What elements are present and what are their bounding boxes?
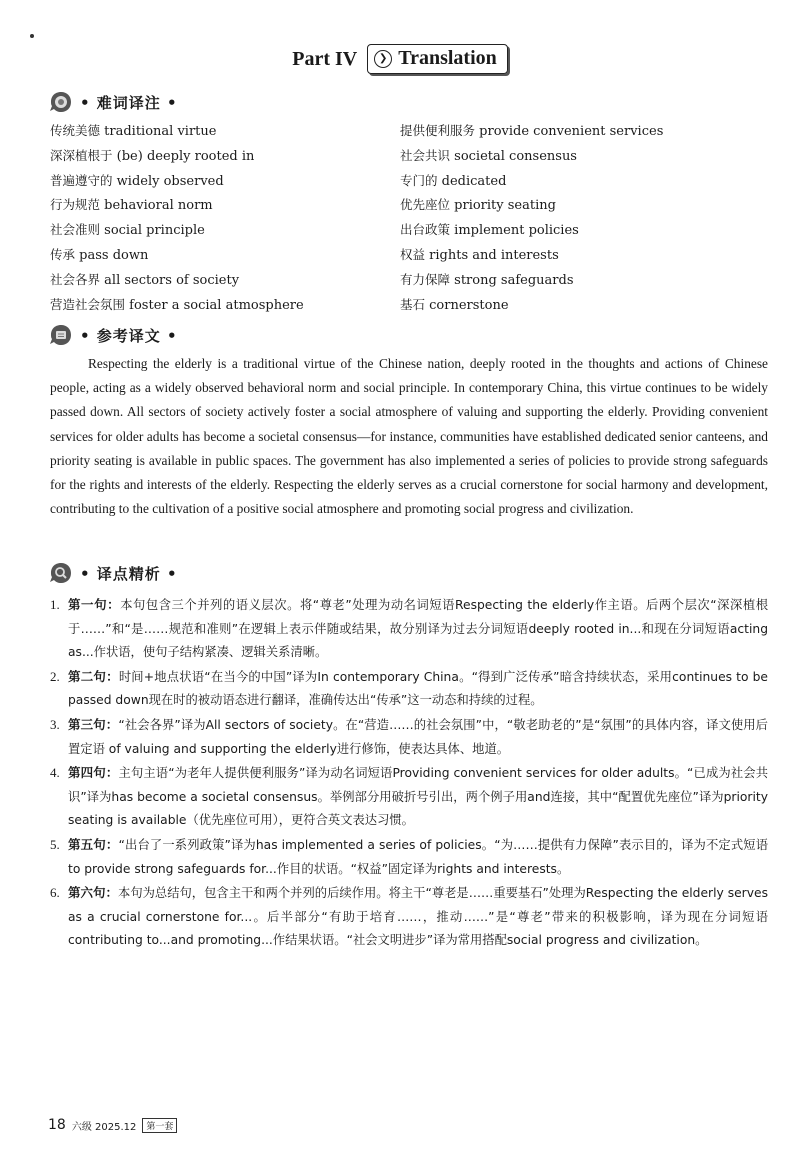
vocab-zh: 优先座位 — [400, 197, 451, 213]
note-body: 本句为总结句，包含主干和两个并列的后续作用。将主干“尊老是……重要基石”处理为Respecting the elderly serves as a crucial cornerstone for...。后半部分“有助于培育……，推动……”是“尊老”带来的积极影响，译为现在分词短语contributing to...and promoting...作结果状语。“社会文明进步”译为常用搭配social progress and civilization。 — [68, 886, 768, 948]
note-number: 4. — [50, 765, 60, 781]
part-header — [0, 44, 800, 74]
note-item — [50, 833, 768, 881]
vocab-item — [50, 218, 400, 243]
vocab-zh: 专门的 — [400, 172, 438, 188]
vocab-en: social principle — [104, 223, 205, 239]
vocab-en: cornerstone — [429, 297, 509, 313]
vocab-item — [50, 268, 400, 293]
vocab-item — [50, 293, 400, 318]
vocab-list — [50, 119, 750, 317]
vocab-en: strong safeguards — [454, 272, 574, 288]
part-label: Part IV — [292, 47, 358, 70]
vocab-en: rights and interests — [429, 247, 559, 263]
vocab-zh: 权益 — [400, 246, 426, 262]
note-item — [50, 713, 768, 761]
vocab-en: pass down — [79, 247, 149, 263]
page-number: 18 — [48, 1117, 66, 1133]
notes-heading-title: • 译点精析 • — [80, 564, 178, 583]
vocab-item — [50, 193, 400, 218]
circled-arrow-icon: ❯ — [374, 50, 392, 68]
note-item — [50, 593, 768, 665]
vocab-item — [400, 119, 750, 144]
note-item — [50, 881, 768, 953]
vocab-item — [400, 268, 750, 293]
note-lead: 第四句： — [68, 765, 119, 781]
vocab-en: widely observed — [116, 173, 224, 189]
notes-heading — [48, 561, 178, 585]
note-number: 1. — [50, 597, 60, 612]
vocab-item — [400, 169, 750, 194]
vocab-zh: 传承 — [50, 246, 76, 262]
vocab-item — [400, 193, 750, 218]
note-number: 3. — [50, 716, 60, 732]
vocab-item — [400, 218, 750, 243]
page-footer — [48, 1117, 177, 1133]
note-number: 6. — [50, 885, 60, 901]
issue-label: 六级 2025.12 — [71, 1121, 137, 1133]
vocab-en: (be) deeply rooted in — [116, 148, 255, 164]
note-body: “出台了一系列政策”译为has implemented a series of policies。“为……提供有力保障”表示目的，译为不定式短语to provide strong safeguards for...作目的状语。“权益”固定译为rights and interests。 — [68, 837, 768, 876]
note-lead: 第二句： — [68, 668, 119, 684]
vocab-en: implement policies — [454, 223, 579, 239]
note-lead: 第五句： — [68, 836, 119, 852]
vocab-item — [50, 243, 400, 268]
part-title-box — [367, 44, 508, 74]
note-number: 5. — [50, 836, 60, 852]
vocab-en: provide convenient services — [479, 124, 664, 139]
vocab-zh: 基石 — [400, 296, 426, 312]
vocab-heading — [48, 90, 178, 114]
vocab-zh: 营造社会氛围 — [50, 296, 126, 312]
note-lead: 第六句： — [68, 885, 119, 901]
note-body: “社会各界”译为All sectors of society。在“营造……的社会氛围”中，“敬老助老的”是“氛围”的具体内容，译文使用后置定语 of valuing and supporting the elderly进行修饰，使表达具体、地道。 — [68, 717, 768, 756]
vocab-badge-icon — [48, 90, 74, 114]
vocab-column-right — [400, 119, 750, 317]
reference-translation: Respecting the elderly is a traditional virtue of the Chinese nation, deeply rooted in the thoughts and actions of Chinese people, acting as a widely observed behavioral norm and social principle. In contemporary China, this virtue continues to be widely passed down. All sectors of society actively foster a social atmosphere of valuing and supporting the elderly. Providing convenient services for older adults has become a societal consensus—for instance, communities have established dedicated senior canteens, and priority seating is available in public spaces. The government has also implemented a series of policies to provide strong safeguards for the rights and interests of the elderly. Respecting the elderly serves as a crucial cornerstone for social harmony and development, contributing to the cultivation of a positive social atmosphere and promoting social progress and civilization. — [50, 356, 768, 517]
vocab-zh: 行为规范 — [50, 197, 101, 213]
vocab-zh: 提供便利服务 — [400, 123, 476, 138]
notes-list — [50, 593, 768, 953]
vocab-en: traditional virtue — [104, 124, 217, 139]
vocab-heading-title: • 难词译注 • — [80, 93, 178, 112]
note-lead: 第一句： — [68, 597, 121, 612]
note-body: 本句包含三个并列的语义层次。将“尊老”处理为动名词短语Respecting the elderly作主语。后两个层次“深深植根于……”和“是……规范和准则”在逻辑上表示伴随或结果，故分别译为过去分词短语deeply rooted in...和现在分词短语acting as...作状语，使句子结构紧凑、逻辑关系清晰。 — [68, 598, 768, 660]
part-title: Translation — [398, 47, 497, 69]
vocab-en: societal consensus — [454, 148, 577, 164]
vocab-en: dedicated — [441, 173, 507, 189]
vocab-en: all sectors of society — [104, 272, 240, 288]
vocab-zh: 普遍遵守的 — [50, 172, 113, 188]
vocab-item — [50, 144, 400, 169]
corner-dot — [30, 34, 34, 38]
vocab-zh: 有力保障 — [400, 271, 451, 287]
vocab-item — [50, 119, 400, 144]
vocab-column-left — [50, 119, 400, 317]
reference-heading-title: • 参考译文 • — [80, 326, 178, 345]
vocab-item — [50, 169, 400, 194]
note-item — [50, 761, 768, 833]
note-item — [50, 665, 768, 713]
notes-badge-icon — [48, 561, 74, 585]
vocab-en: behavioral norm — [104, 198, 213, 214]
vocab-item — [400, 144, 750, 169]
vocab-zh: 社会各界 — [50, 271, 101, 287]
reference-badge-icon — [48, 323, 74, 347]
vocab-zh: 社会共识 — [400, 147, 451, 163]
volume-label: 第一套 — [142, 1118, 177, 1133]
note-body: 时间+地点状语“在当今的中国”译为In contemporary China。“得到广泛传承”暗含持续状态，采用continues to be passed down现在时的被动语态进行翻译，准确传达出“传承”这一动态和持续的过程。 — [68, 669, 768, 708]
vocab-zh: 出台政策 — [400, 222, 451, 238]
vocab-item — [400, 293, 750, 318]
vocab-en: foster a social atmosphere — [129, 297, 304, 313]
vocab-item — [400, 243, 750, 268]
note-lead: 第三句： — [68, 716, 119, 732]
vocab-zh: 社会准则 — [50, 222, 101, 238]
note-number: 2. — [50, 668, 60, 684]
vocab-zh: 深深植根于 — [50, 147, 113, 163]
note-body: 主句主语“为老年人提供便利服务”译为动名词短语Providing convenient services for older adults。“已成为社会共识”译为has become a societal consensus。举例部分用破折号引出，两个例子用and连接，其中“配置优先座位”译为priority seating is available（优先座位可用），更符合英文表达习惯。 — [68, 766, 768, 828]
vocab-zh: 传统美德 — [50, 123, 101, 138]
reference-heading — [48, 323, 178, 347]
vocab-en: priority seating — [454, 198, 556, 214]
